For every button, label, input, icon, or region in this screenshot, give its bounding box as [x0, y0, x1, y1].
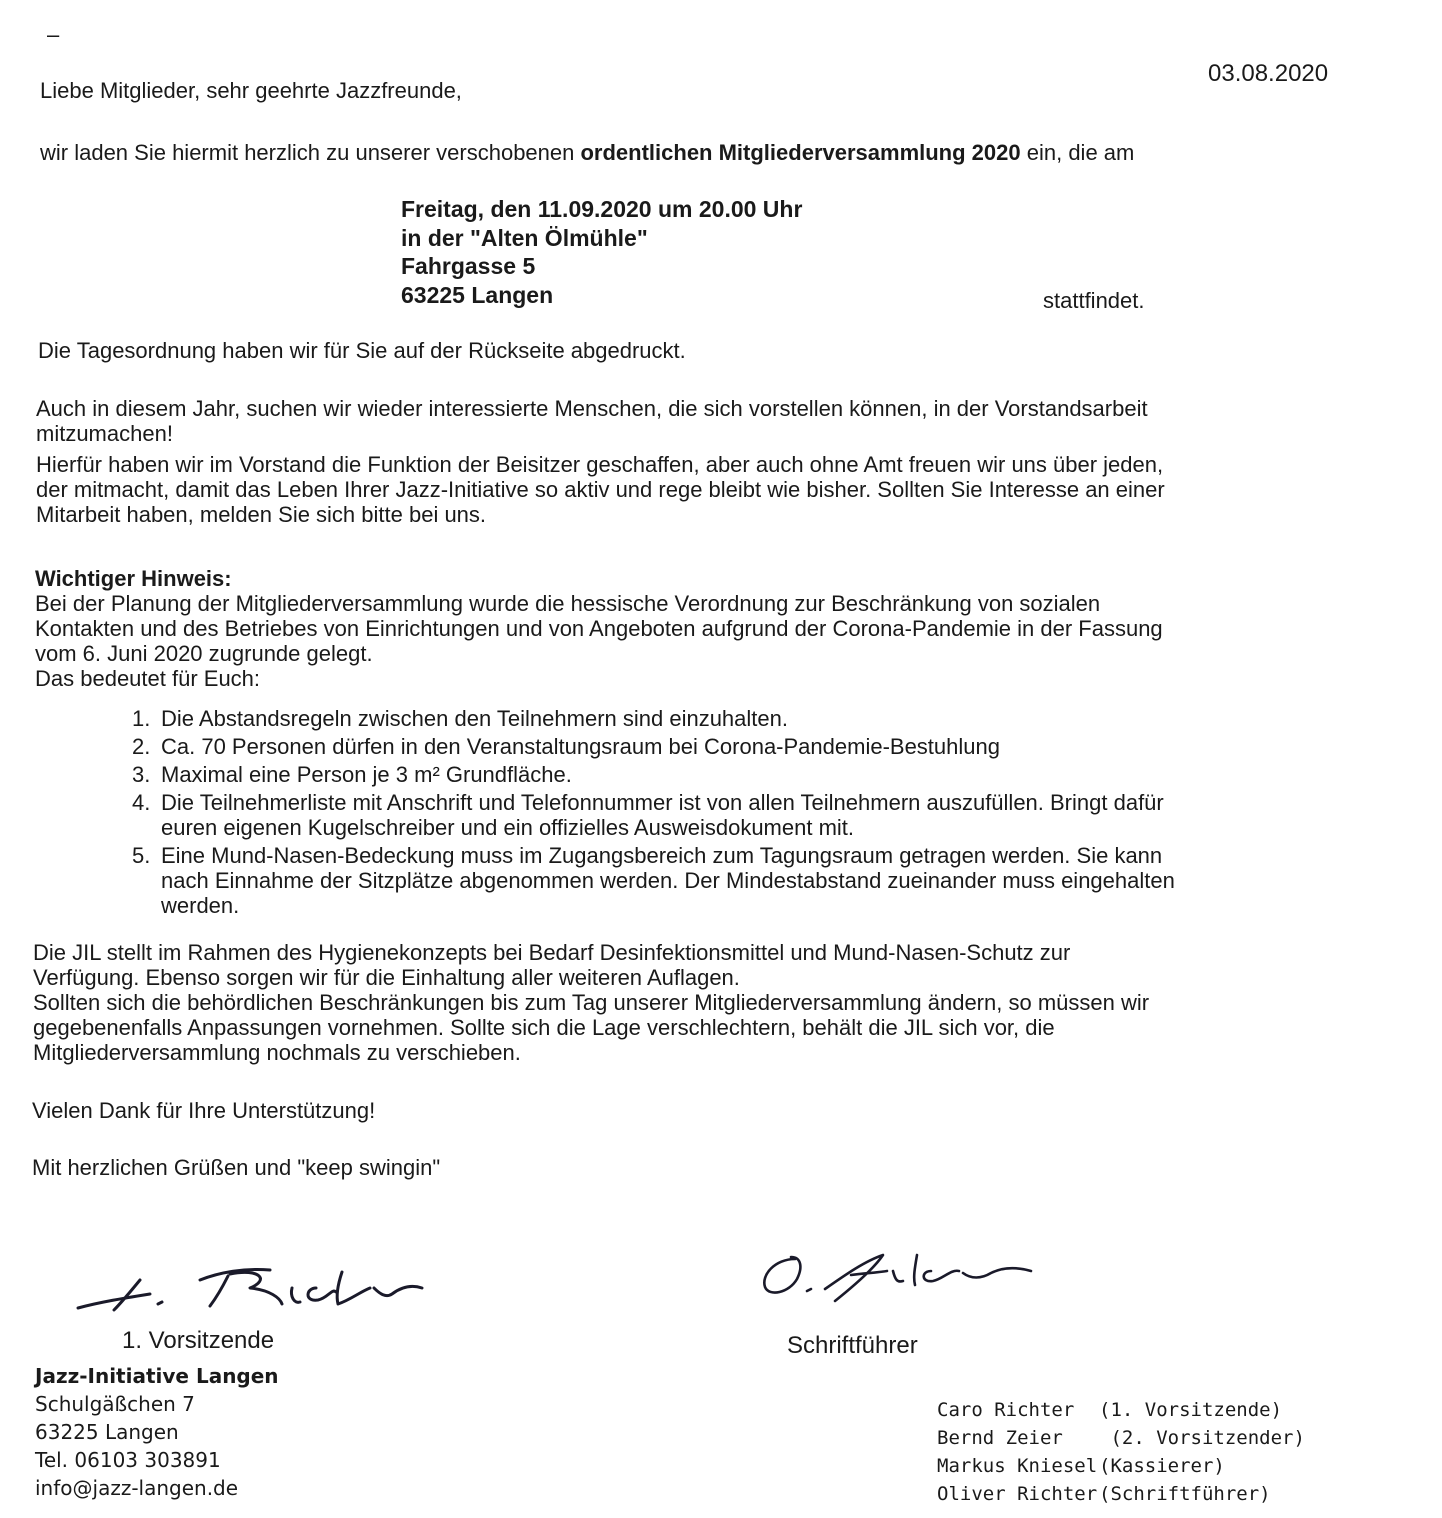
invite-meeting-name: ordentlichen Mitgliederversammlung 2020	[580, 140, 1021, 165]
stattfindet: stattfindet.	[1043, 288, 1145, 313]
paragraph-line: gegebenenfalls Anpassungen vornehmen. Sollte sich die Lage verschlechtern, behält die JIL sich vor, die	[33, 1015, 1055, 1040]
paragraph-line: der mitmacht, damit das Leben Ihrer Jazz-Initiative so aktiv und rege bleibt wie bisher. Sollten Sie Interesse an einer	[36, 477, 1165, 502]
rule-text: Eine Mund-Nasen-Bedeckung muss im Zugangsbereich zum Tagungsraum getragen werden. Sie kann	[161, 843, 1163, 868]
organization-address	[35, 1362, 279, 1502]
thanks-line: Vielen Dank für Ihre Unterstützung!	[32, 1098, 376, 1123]
greeting: Liebe Mitglieder, sehr geehrte Jazzfreunde,	[40, 78, 462, 103]
notice-line: Bei der Planung der Mitgliederversammlung wurde die hessische Verordnung zur Beschränkung von sozialen	[35, 591, 1101, 616]
paragraph-line: Verfügung. Ebenso sorgen wir für die Einhaltung aller weiteren Auflagen.	[33, 965, 740, 990]
rule-text: Maximal eine Person je 3 m² Grundfläche.	[161, 762, 572, 787]
paragraph-volunteers	[36, 396, 1148, 446]
board-row	[937, 1396, 1305, 1424]
letter-date: 03.08.2020	[1208, 60, 1329, 87]
event-venue: in der "Alten Ölmühle"	[401, 224, 648, 251]
paragraph-line: Mitarbeit haben, melden Sie sich bitte bei uns.	[36, 502, 487, 527]
rule-item	[132, 843, 1175, 918]
notice-title: Wichtiger Hinweis:	[35, 566, 232, 591]
org-city: 63225 Langen	[35, 1420, 179, 1444]
signature-secretary	[755, 1245, 1045, 1305]
rule-text: euren eigenen Kugelschreiber und ein offizielles Ausweisdokument mit.	[161, 815, 855, 840]
role-secretary: Schriftführer	[787, 1332, 918, 1359]
signature-chair	[70, 1258, 450, 1318]
event-street: Fahrgasse 5	[401, 253, 536, 279]
paragraph-beisitzer	[36, 452, 1165, 527]
event-city: 63225 Langen	[401, 281, 554, 308]
event-details	[401, 195, 802, 309]
rule-item	[132, 762, 1175, 787]
rule-text: werden.	[161, 893, 240, 918]
rule-item	[132, 734, 1175, 759]
board-member-name: Markus Kniesel	[937, 1455, 1098, 1477]
board-member-role: (Kassierer)	[1099, 1455, 1225, 1477]
board-member-role: (Schriftführer)	[1099, 1483, 1271, 1505]
paragraph-line: Die JIL stellt im Rahmen des Hygienekonzepts bei Bedarf Desinfektionsmittel und Mund-Nasen-Schutz zur	[33, 940, 1071, 965]
rule-number: 3.	[132, 762, 151, 787]
paragraph-line: Hierfür haben wir im Vorstand die Funktion der Beisitzer geschaffen, aber auch ohne Amt freuen wir uns über jeden,	[36, 452, 1164, 477]
invitation-sentence	[40, 140, 1134, 166]
board-members	[937, 1396, 1305, 1508]
invite-pre: wir laden Sie hiermit herzlich zu unserer verschobenen	[40, 140, 581, 165]
board-member-name: Caro Richter	[937, 1399, 1075, 1421]
closing-line: Mit herzlichen Grüßen und "keep swingin"	[32, 1155, 441, 1180]
role-chair: 1. Vorsitzende	[122, 1327, 275, 1354]
notice-line: Das bedeutet für Euch:	[35, 666, 261, 691]
event-datetime: Freitag, den 11.09.2020 um 20.00 Uhr	[401, 196, 803, 222]
board-row	[937, 1480, 1305, 1508]
paragraph-line: Auch in diesem Jahr, suchen wir wieder interessierte Menschen, die sich vorstellen können, in der Vorstandsarbeit	[36, 396, 1148, 421]
board-member-role: (1. Vorsitzende)	[1099, 1399, 1283, 1421]
paragraph-line: mitzumachen!	[36, 421, 173, 446]
org-street: Schulgäßchen 7	[35, 1392, 195, 1416]
agenda-note: Die Tagesordnung haben wir für Sie auf der Rückseite abgedruckt.	[38, 338, 686, 363]
board-member-role: (2. Vorsitzender)	[1099, 1427, 1305, 1449]
rule-number: 2.	[132, 734, 151, 759]
board-row	[937, 1452, 1305, 1480]
rule-text: nach Einnahme der Sitzplätze abgenommen werden. Der Mindestabstand zueinander muss eingehalten	[161, 868, 1175, 893]
notice-line: vom 6. Juni 2020 zugrunde gelegt.	[35, 641, 373, 666]
header-dash: –	[47, 22, 60, 47]
rule-item	[132, 790, 1175, 840]
board-member-name: Oliver Richter	[937, 1483, 1098, 1505]
board-member-name: Bernd Zeier	[937, 1427, 1063, 1449]
notice-line: Kontakten und des Betriebes von Einrichtungen und von Angeboten aufgrund der Corona-Pandemie in der Fassung	[35, 616, 1163, 641]
rule-text: Die Teilnehmerliste mit Anschrift und Telefonnummer ist von allen Teilnehmern auszufüllen. Bringt dafür	[161, 790, 1164, 815]
board-row	[937, 1424, 1305, 1452]
org-name: Jazz-Initiative Langen	[35, 1364, 279, 1388]
org-phone: Tel. 06103 303891	[35, 1448, 221, 1472]
paragraph-line: Mitgliederversammlung nochmals zu verschieben.	[33, 1040, 521, 1065]
paragraph-hygiene	[33, 940, 1149, 1065]
rule-text: Die Abstandsregeln zwischen den Teilnehmern sind einzuhalten.	[161, 706, 788, 731]
org-email: info@jazz-langen.de	[35, 1476, 239, 1500]
rules-list	[132, 706, 1175, 921]
paragraph-line: Sollten sich die behördlichen Beschränkungen bis zum Tag unserer Mitgliederversammlung ändern, so müssen wir	[33, 990, 1150, 1015]
rule-number: 4.	[132, 790, 151, 815]
rule-number: 1.	[132, 706, 151, 731]
important-notice	[35, 566, 1163, 691]
rule-text: Ca. 70 Personen dürfen in den Veranstaltungsraum bei Corona-Pandemie-Bestuhlung	[161, 734, 1000, 759]
rule-item	[132, 706, 1175, 731]
rule-number: 5.	[132, 843, 151, 868]
invite-post: ein, die am	[1020, 140, 1135, 165]
